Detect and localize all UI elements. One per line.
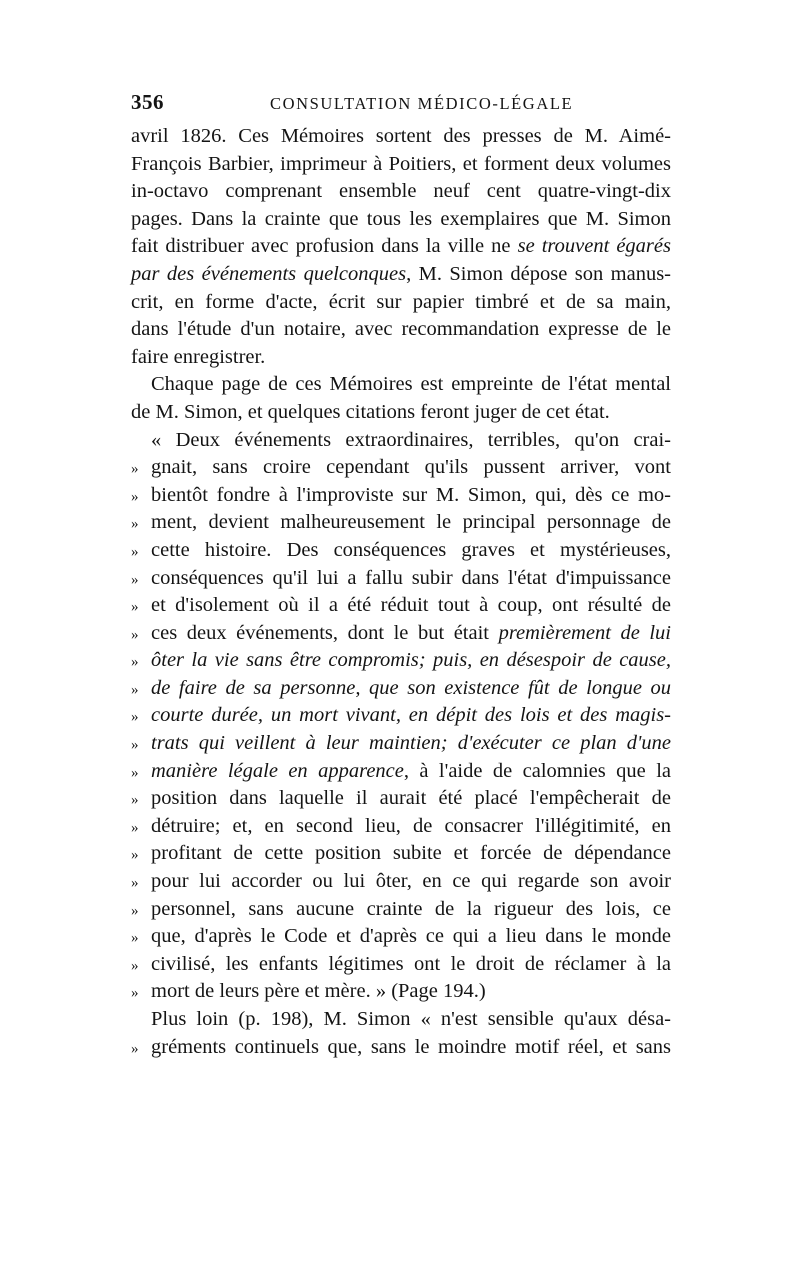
quote-mark: »: [131, 930, 139, 947]
quote-line: [131, 840, 671, 868]
text-segment: gréments continuels que, sans le moindre motif réel, et sans: [151, 1035, 671, 1058]
italic-segment: ôter la vie sans être compromis; puis, en désespoir de cause,: [151, 649, 671, 672]
italic-segment: premièrement de lui: [498, 621, 672, 644]
text-line: in-octavo comprenant ensemble neuf cent quatre-vingt-dix: [131, 180, 671, 203]
text-segment: civilisé, les enfants légitimes ont le droit de réclamer à la: [151, 952, 671, 975]
quote-mark: »: [131, 709, 139, 726]
text-line: avril 1826. Ces Mémoires sortent des presses de M. Aimé-: [131, 125, 671, 147]
text-segment: profitant de cette position subite et forcée de dépendance: [151, 842, 671, 865]
quote-mark: »: [131, 681, 139, 698]
page-number: 356: [131, 90, 164, 114]
quote-mark: »: [131, 654, 139, 671]
quote-mark: »: [131, 764, 139, 781]
quote-mark: »: [131, 819, 139, 836]
text-line: François Barbier, imprimeur à Poitiers, et forment deux volumes: [131, 152, 671, 175]
text-segment: cette histoire. Des conséquences graves et mystérieuses,: [151, 538, 671, 561]
text-line: crit, en forme d'acte, écrit sur papier timbré et de sa main,: [131, 290, 671, 313]
text-line: pages. Dans la crainte que tous les exemplaires que M. Simon: [131, 207, 671, 230]
quote-mark: »: [131, 461, 139, 478]
italic-segment: par des événements quelconques: [131, 262, 407, 285]
text-segment: position dans laquelle il aurait été placé l'empêcherait de: [151, 787, 671, 810]
quote-mark: »: [131, 957, 139, 974]
text-line: dans l'étude d'un notaire, avec recommandation expresse de le: [131, 318, 671, 341]
text-segment: gnait, sans croire cependant qu'ils pussent arriver, vont: [151, 456, 671, 479]
quote-line: [131, 896, 671, 924]
text-segment: , à l'aide de calomnies que la: [403, 759, 671, 782]
quote-line: [131, 785, 671, 813]
quote-line: [131, 454, 671, 482]
quote-line: [131, 675, 671, 703]
text-line: faire enregistrer.: [131, 345, 266, 368]
italic-segment: courte durée, un mort vivant, en dépit des lois et des magis-: [151, 704, 671, 727]
page-header: [131, 90, 671, 120]
quote-line: [131, 868, 671, 896]
quote-mark: »: [131, 902, 139, 919]
text-segment: mort de leurs père et mère. » (Page 194.): [151, 980, 486, 1003]
italic-segment: de faire de sa personne, que son existence fût de longue ou: [151, 676, 671, 699]
quote-line: [131, 758, 671, 786]
text-line: [131, 233, 671, 261]
quote-mark: »: [131, 626, 139, 643]
text-segment: détruire; et, en second lieu, de consacrer l'illégitimité, en: [151, 814, 671, 837]
quote-line: [131, 978, 671, 1006]
body-text: [131, 123, 671, 1061]
quote-line: [131, 923, 671, 951]
quote-mark: »: [131, 792, 139, 809]
quote-mark: »: [131, 571, 139, 588]
quote-line: [131, 951, 671, 979]
running-head: CONSULTATION MÉDICO-LÉGALE: [270, 94, 574, 113]
quote-line: [131, 620, 671, 648]
quote-mark: »: [131, 1040, 139, 1057]
quote-mark: »: [131, 875, 139, 892]
quote-line: [131, 813, 671, 841]
quote-mark: »: [131, 516, 139, 533]
text-line: Chaque page de ces Mémoires est empreinte de l'état mental: [151, 373, 671, 396]
text-segment: ces deux événements, dont le but était: [151, 621, 499, 644]
quote-line: [131, 730, 671, 758]
text-segment: bientôt fondre à l'improviste sur M. Simon, qui, dès ce mo-: [151, 483, 671, 506]
quote-mark: »: [131, 488, 139, 505]
quote-line: [131, 509, 671, 537]
italic-segment: manière légale en apparence: [151, 759, 404, 782]
quote-mark: »: [131, 985, 139, 1002]
quote-mark: »: [131, 599, 139, 616]
text-segment: pour lui accorder ou lui ôter, en ce qui regarde son avoir: [151, 870, 671, 893]
quote-mark: »: [131, 737, 139, 754]
text-segment: et d'isolement où il a été réduit tout à coup, ont résulté de: [151, 594, 671, 617]
text-line: de M. Simon, et quelques citations feront juger de cet état.: [131, 400, 610, 423]
text-segment: , M. Simon dépose son manus-: [406, 262, 672, 285]
quote-mark: »: [131, 847, 139, 864]
italic-segment: trats qui veillent à leur maintien; d'exécuter ce plan d'une: [151, 732, 671, 755]
text-line: Plus loin (p. 198), M. Simon « n'est sensible qu'aux désa-: [151, 1008, 671, 1030]
quote-line: [131, 1034, 671, 1062]
quote-mark: »: [131, 543, 139, 560]
quote-line: [131, 592, 671, 620]
quote-line: [131, 647, 671, 675]
quote-line: [131, 537, 671, 565]
italic-segment: se trouvent égarés: [517, 235, 671, 258]
text-segment: fait distribuer avec profusion dans la ville ne: [131, 235, 518, 258]
text-segment: conséquences qu'il lui a fallu subir dans l'état d'impuissance: [151, 566, 671, 589]
text-segment: que, d'après le Code et d'après ce qui a lieu dans le monde: [151, 925, 671, 948]
text-line: [131, 261, 671, 289]
text-segment: personnel, sans aucune crainte de la rigueur des lois, ce: [151, 897, 671, 920]
text-segment: ment, devient malheureusement le principal personnage de: [151, 511, 671, 534]
quote-line: [131, 565, 671, 593]
quote-line: [131, 482, 671, 510]
text-line: « Deux événements extraordinaires, terribles, qu'on crai-: [151, 428, 671, 451]
quote-line: [131, 702, 671, 730]
